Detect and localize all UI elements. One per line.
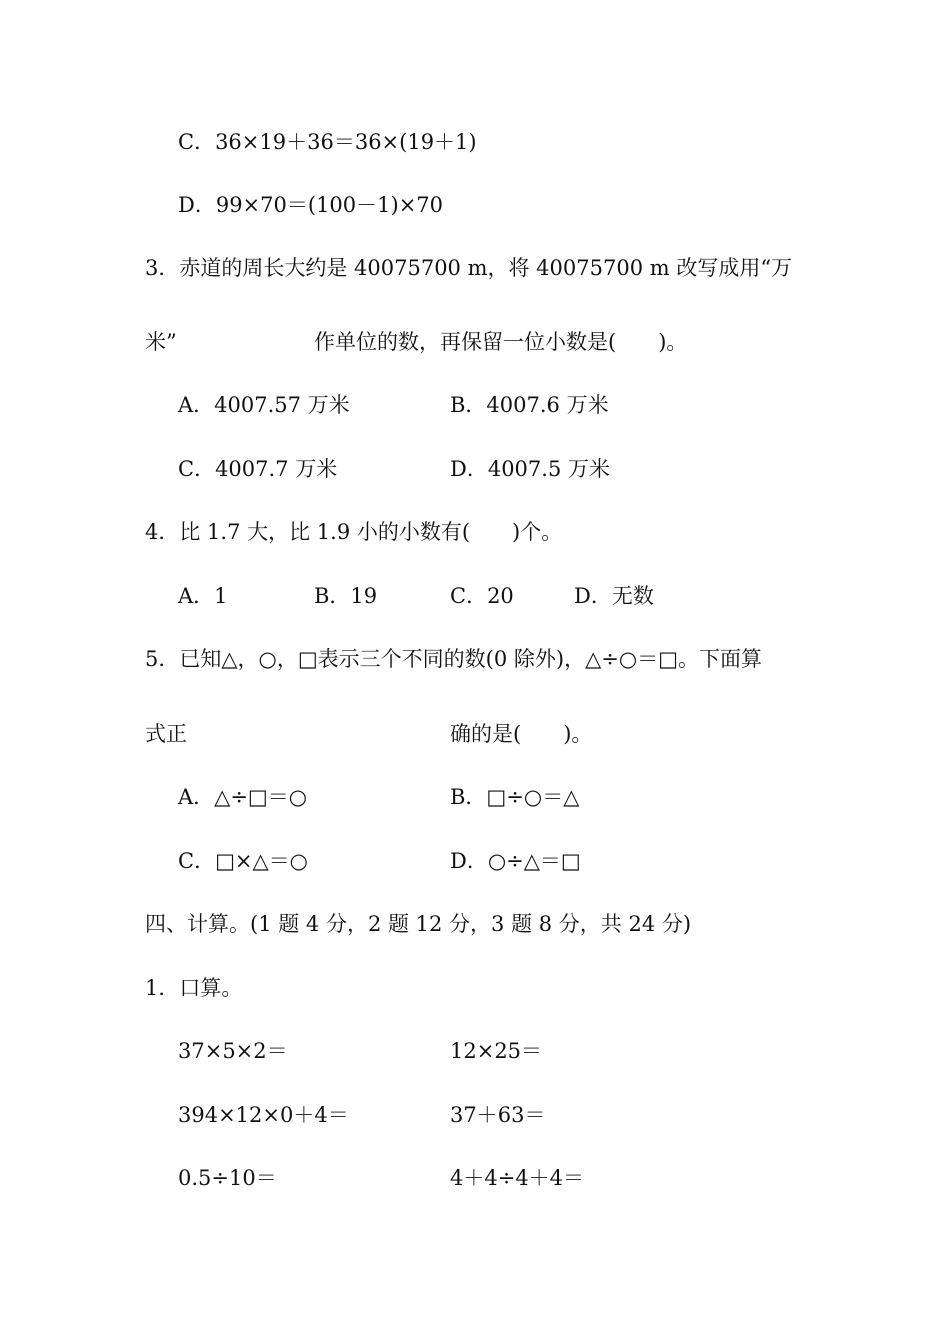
q3-stem-line2-b: 作单位的数，再保留一位小数是( )。 <box>314 330 688 354</box>
q3-stem-line1: 3．赤道的周长大约是 40075700 m，将 40075700 m 改写成用“万 <box>145 256 793 280</box>
section4-q1-title: 1．口算。 <box>145 976 243 1000</box>
q3-option-a: A．4007.57 万米 <box>178 393 350 417</box>
q4-stem: 4．比 1.7 大，比 1.9 小的小数有( )个。 <box>145 520 563 544</box>
q3-option-b: B．4007.6 万米 <box>450 393 609 417</box>
q3-option-c: C．4007.7 万米 <box>178 457 338 481</box>
q5-option-b: B．□÷○＝△ <box>450 785 580 809</box>
calc-item: 37＋63＝ <box>450 1103 546 1127</box>
q3-option-d: D．4007.5 万米 <box>450 457 610 481</box>
q5-stem-line2-a: 式正 <box>145 722 187 746</box>
q4-option-c: C．20 <box>450 584 514 608</box>
q3-stem-line2-a: 米” <box>145 330 177 354</box>
calc-item: 12×25＝ <box>450 1039 543 1063</box>
q5-stem-line2-b: 确的是( )。 <box>450 722 593 746</box>
q2-option-c: C．36×19＋36＝36×(19＋1) <box>178 130 477 154</box>
q5-option-a: A．△÷□＝○ <box>178 785 308 809</box>
q5-option-d: D．○÷△＝□ <box>450 849 581 873</box>
q4-option-b: B．19 <box>314 584 378 608</box>
q5-stem-line1: 5．已知△，○，□表示三个不同的数(0 除外)，△÷○＝□。下面算 <box>145 647 763 671</box>
q4-option-a: A．1 <box>178 584 228 608</box>
calc-item: 394×12×0＋4＝ <box>178 1103 349 1127</box>
calc-item: 4＋4÷4＋4＝ <box>450 1166 585 1190</box>
section4-title: 四、计算。(1 题 4 分，2 题 12 分，3 题 8 分，共 24 分) <box>145 912 692 936</box>
calc-item: 0.5÷10＝ <box>178 1166 277 1190</box>
q4-option-d: D．无数 <box>574 584 654 608</box>
q2-option-d: D．99×70＝(100－1)×70 <box>178 193 444 217</box>
q5-option-c: C．□×△＝○ <box>178 849 308 873</box>
calc-item: 37×5×2＝ <box>178 1039 288 1063</box>
